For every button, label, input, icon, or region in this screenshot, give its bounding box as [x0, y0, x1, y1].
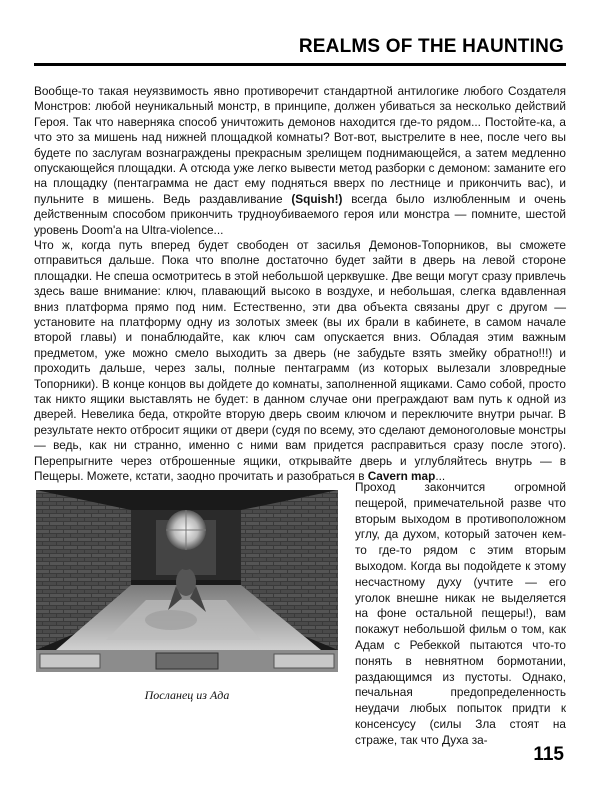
squish-term: (Squish!)	[291, 191, 343, 206]
page-header-title: REALMS OF THE HAUNTING	[298, 36, 564, 57]
side-column-text: Проход закончится огромной пещерой, примечательной разве что вторым выходом в противоположном углу, да духом, который заточен кем-то где-то рядом с этим вторым выходом. Когда вы подойдете к этому несчастному духу (учтите — его уголок внешне никак не выделяется на фоне остальной пещеры!), вам покажут небольшой фильм о том, как Адам с Ребеккой пытаются что-то понять в невнятном бормотании, раздающимся из пустоты. Однако, печальная предопределенность неудачи любых попыток придти к консенсусу (силы Зла стоят на страже, так что Духа за-	[355, 480, 566, 747]
paragraph-1	[34, 84, 566, 238]
game-screenshot-image	[36, 490, 338, 672]
paragraph-1-text-a: Вообще-то такая неуязвимость явно противоречит стандартной антилогике любого Создателя Монстров: любой неуникальный монстр, в принципе, должен убиваться за несколько действий Героя. Так что наверняка способ уничтожить демонов находится где-то рядом... Постойте-ка, а что это за мишень над нижней площадкой комнаты? Вот-вот, выстрелите в нее, после чего вы будете по заслугам вознаграждены прекрасным зрелищем поднимающейся, а затем медленно опускающейся площадки. А отсюда уже легко вывести метод разборки с демоном: заманите его на площадку (пентаграмма не даст ему подняться вверх по лестнице и прикончить вас), и пульните в мишень. Ведь раздавливание	[34, 84, 566, 206]
game-screenshot-figure	[36, 490, 338, 672]
paragraph-2	[34, 238, 566, 485]
header-rule	[34, 63, 566, 66]
cavern-map-term: Cavern map	[367, 469, 436, 484]
paragraph-2-text-b: ...	[435, 469, 446, 484]
paragraph-1-text-b: всегда было излюбленным и очень действенным способом прикончить трудноубиваемого героя или монстра — помните, шестой уровень Doom'а на Ultra-violence...	[34, 191, 566, 237]
page-number: 115	[533, 744, 564, 765]
figure-caption: Посланец из Ада	[144, 688, 230, 702]
paragraph-2-text-a: Что ж, когда путь вперед будет свободен от засилья Демонов-Топорников, вы сможете отправиться дальше. Пока что вполне достаточно будет зайти в дверь на левой стороне площадки. Не спеша осмотритесь в этой небольшой церквушке. Две вещи могут сразу привлечь здесь ваше внимание: ключ, плавающий высоко в воздухе, и небольшая, слегка вдавленная вниз платформа прямо под ним. Естественно, эти два объекта связаны друг с другом — установите на платформу одну из золотых змеек (вы их брали в кабинете, в самом начале второй главы) и понаблюдайте, как ключ сам опускается вниз. Обладая этим важным предметом, уже можно смело выходить за дверь (не забудьте взять змейку обратно!!!) и проходить дальше, через залы, полные пентаграмм (из которых вылезали зловредные Топорники). В конце концов вы дойдете до комнаты, заполненной ящиками. Само собой, просто так никто ящики выставлять не будет: в данном случае они преграждают вам путь к одной из дверей. Невелика беда, откройте вторую дверь своим ключом и переключите внутри рычаг. В результате некто отбросит ящики от двери (судя по всему, это сделают демоноголовые монстры — ведь, как ни странно, именно с ними вам придется расправиться сразу после этого). Перепрыгните через отброшенные ящики, открывайте дверь и углубляйтесь внутрь — в Пещеры. Можете, кстати, заодно прочитать и разобраться в	[34, 238, 566, 484]
